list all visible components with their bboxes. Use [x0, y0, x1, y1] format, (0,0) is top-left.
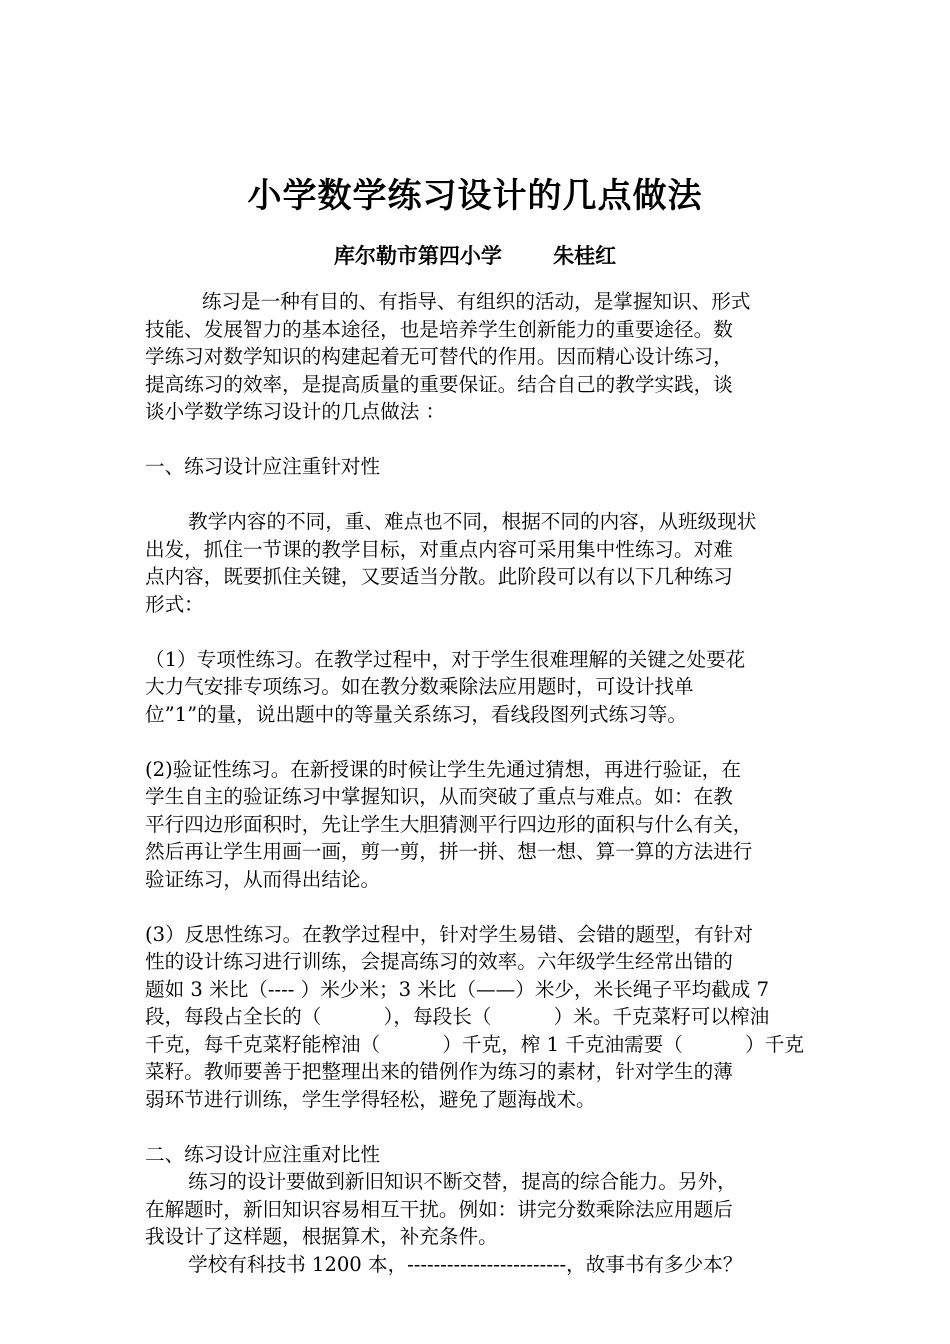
text-line: (2)验证性练习。在新授课的时候让学生先通过猜想，再进行验证，在 [145, 757, 741, 781]
text-line: 练习是一种有目的、有指导、有组织的活动，是掌握知识、形式 [201, 290, 751, 313]
text-line: 菜籽。教师要善于把整理出来的错例作为练习的素材，针对学生的薄 [145, 1060, 733, 1083]
text-line: 性的设计练习进行训练，会提高练习的效率。六年级学生经常出错的 [145, 950, 733, 973]
text-line: 学生自主的验证练习中掌握知识，从而突破了重点与难点。如：在教 [145, 785, 733, 808]
text-line: 学练习对数学知识的构建起着无可替代的作用。因而精心设计练习， [145, 345, 733, 368]
text-line: 弱环节进行训练，学生学得轻松，避免了题海战术。 [145, 1087, 596, 1111]
document-body [145, 288, 817, 1278]
list-item [145, 646, 817, 729]
text-line: 我设计了这样题，根据算术，补充条件。 [145, 1225, 498, 1248]
list-item [145, 756, 817, 894]
text-line: 段，每段占全长的（ ），每段长（ ）米。千克菜籽可以榨油 [145, 1005, 770, 1028]
text-line: 练习的设计要做到新旧知识不断交替，提高的综合能力。另外， [188, 1170, 737, 1193]
text-line: 题如 3 米比（---- ）米少米；3 米比（——）米少，米长绳子平均截成 7 [145, 977, 770, 1001]
text-line: 提高练习的效率，是提高质量的重要保证。结合自己的教学实践，谈 [145, 372, 733, 396]
text-line: 验证练习，从而得出结论。 [145, 867, 381, 891]
author-byline: 库尔勒市第四小学 朱桂红 [333, 244, 617, 268]
text-line: 大力气安排专项练习。如在教分数乘除法应用题时，可设计找单 [145, 675, 694, 698]
section2-paragraph [145, 1168, 817, 1278]
text-line: 在解题时，新旧知识容易相互干扰。例如：讲完分数乘除法应用题后 [145, 1197, 733, 1221]
text-line: 平行四边形面积时，先让学生大胆猜测平行四边形的面积与什么有关， [145, 812, 753, 836]
list-item [145, 921, 817, 1114]
intro-paragraph [145, 288, 817, 426]
text-line: 千克，每千克菜籽能榨油（ ）千克，榨 1 千克油需要（ ）千克 [145, 1032, 804, 1056]
text-line: 位”1”的量，说出题中的等量关系练习，看线段图列式练习等。 [145, 702, 687, 726]
page-title: 小学数学练习设计的几点做法 [247, 176, 703, 216]
text-line: 技能、发展智力的基本途径，也是培养学生创新能力的重要途径。数 [145, 317, 733, 341]
text-line: 出发，抓住一节课的教学目标，对重点内容可采用集中性练习。对难 [145, 537, 733, 561]
text-line: 谈小学数学练习设计的几点做法 ： [145, 400, 446, 423]
section-heading: 二、练习设计应注重对比性 [145, 1142, 381, 1166]
text-line: （1）专项性练习。在教学过程中，对于学生很难理解的关键之处要花 [145, 647, 746, 671]
example-line: 学校有科技书 1200 本，------------------------，故事书有多少本？ [188, 1252, 743, 1276]
text-line: 然后再让学生用画一画，剪一剪，拼一拼、想一想、算一算的方法进行 [145, 840, 753, 863]
section1-paragraph [145, 508, 817, 618]
text-line: 点内容，既要抓住关键，又要适当分散。此阶段可以有以下几种练习 [145, 565, 733, 588]
text-line: 教学内容的不同，重、难点也不同，根据不同的内容，从班级现状 [188, 510, 757, 533]
section-heading: 一、练习设计应注重针对性 [145, 455, 381, 478]
text-line: (3）反思性练习。在教学过程中，针对学生易错、会错的题型，有针对 [145, 922, 753, 946]
text-line: 形式： [145, 592, 204, 616]
